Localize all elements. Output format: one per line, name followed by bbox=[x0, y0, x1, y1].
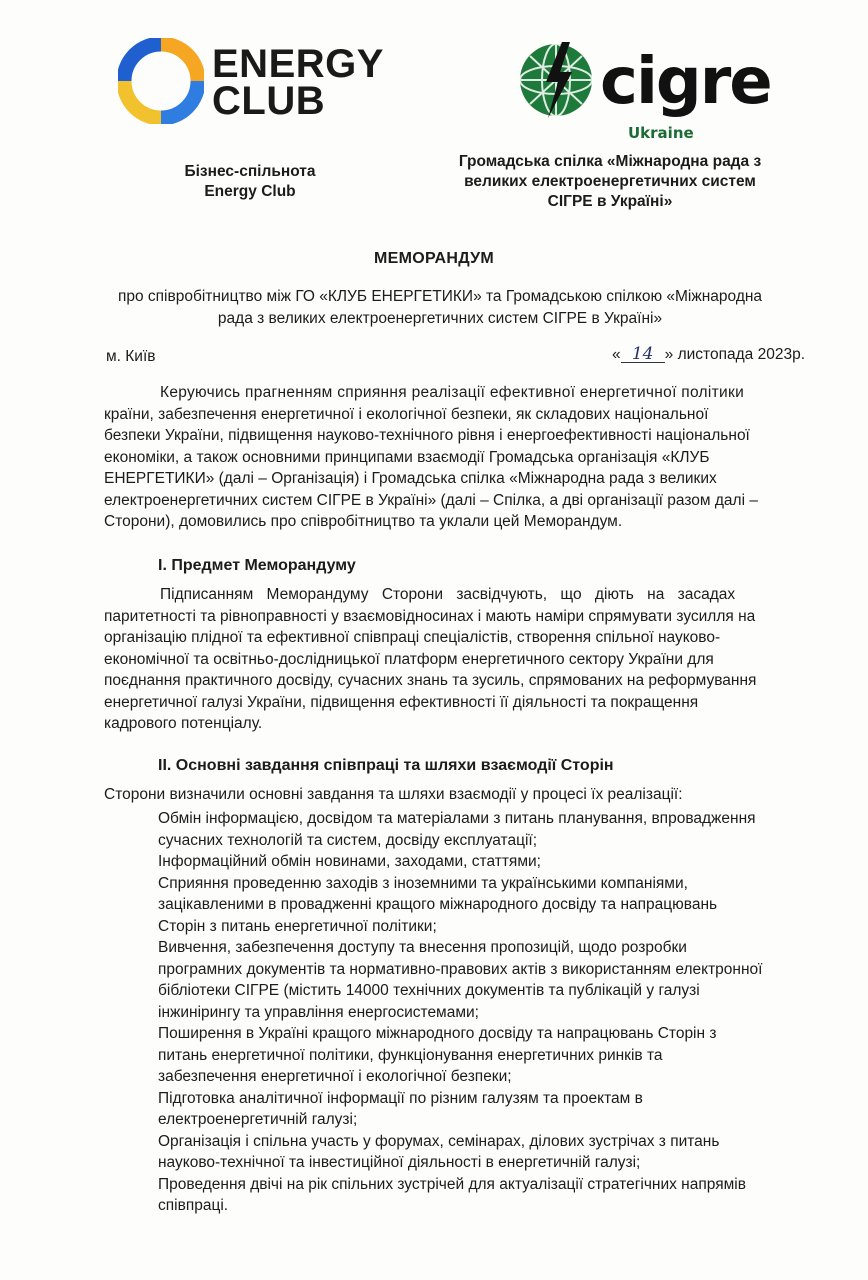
preamble-line: економіки, а також основними принципами взаємодії Громадська організація «КЛУБ bbox=[104, 448, 710, 466]
section-1-line: економічної та освітньо-дослідницької платформ енергетичного сектору України для bbox=[104, 650, 714, 668]
section-1-heading: І. Предмет Меморандуму bbox=[158, 557, 356, 574]
preamble-line: безпеки України, підвищення науково-технічного рівня і енергоефективності національної bbox=[104, 427, 750, 444]
section-1-line: кадрового потенціалу. bbox=[104, 715, 263, 732]
energy-club-line1: ENERGY bbox=[212, 42, 384, 86]
section-2-heading: ІІ. Основні завдання співпраці та шляхи взаємодії Сторін bbox=[158, 757, 614, 774]
section-1-line: паритетності та рівноправності у взаємовідносинах і мають наміри спрямувати зусилля на bbox=[104, 607, 756, 625]
globe-lightning-icon bbox=[516, 40, 596, 120]
section-1-line: Підписанням Меморандуму Сторони засвідчують, що діють на засадах bbox=[160, 586, 736, 603]
cigre-wordmark: cigre bbox=[600, 45, 771, 119]
section-1-line: енергетичної галузі України, підвищення ефективності її діяльності та покращення bbox=[104, 693, 699, 711]
date-day-handwritten: 14 bbox=[621, 346, 665, 363]
subtitle-line: рада з великих електроенергетичних систем СІГРЕ в Україні» bbox=[217, 310, 663, 327]
energy-club-logo bbox=[118, 38, 388, 124]
list-item: Обмін інформацією, досвідом та матеріалами з питань планування, впровадження сучасних технологій та систем, досвіду експлуатації; bbox=[158, 810, 756, 849]
party-left bbox=[150, 162, 350, 202]
preamble-line: Керуючись прагненням сприяння реалізації ефективної енергетичної політики bbox=[160, 384, 745, 401]
preamble-line: електроенергетичних систем СІГРЕ в Україні» (далі – Спілка, а дві організації разом далі – bbox=[104, 491, 758, 509]
cigre-subtitle: Ukraine bbox=[628, 124, 694, 142]
preamble-line: країни, забезпечення енергетичної і екологічної безпеки, як складових національної bbox=[104, 405, 709, 423]
list-item: Інформаційний обмін новинами, заходами, статтями; bbox=[158, 853, 541, 870]
list-item: Проведення двічі на рік спільних зустрічей для актуалізації стратегічних напрямів співпраці. bbox=[158, 1175, 746, 1214]
party-right-line: Громадська спілка «Міжнародна рада з bbox=[458, 153, 762, 170]
list-item: Організація і спільна участь у форумах, семінарах, ділових зустрічах з питань науково-технічної та інвестиційної діяльності в енергетичній галузі; bbox=[158, 1132, 720, 1171]
cigre-logo bbox=[516, 40, 771, 144]
list-item: Поширення в Україні кращого міжнародного досвіду та напрацювань Сторін з питань енергетичної політики, функціонування енергетичних ринків та забезпечення енергетичної і екологічної безпеки; bbox=[158, 1025, 717, 1085]
party-right bbox=[430, 152, 790, 212]
section-2-intro: Сторони визначили основні завдання та шляхи взаємодії у процесі їх реалізації: bbox=[104, 786, 683, 803]
list-item: Сприяння проведенню заходів з іноземними та українськими компаніями, зацікавленими в провадженні кращого міжнародного досвіду та напрацювань Сторін з питань енергетичної політики; bbox=[158, 874, 718, 935]
date-open-quote: « bbox=[612, 346, 621, 363]
preamble-line: Сторони), домовились про співробітництво та уклали цей Меморандум. bbox=[104, 513, 623, 530]
energy-club-ring-icon bbox=[118, 38, 204, 124]
date-close-quote: » bbox=[664, 346, 674, 363]
tasks-list bbox=[158, 808, 818, 1217]
list-item: Підготовка аналітичної інформації по різним галузям та проектам в електроенергетичній галузі; bbox=[158, 1089, 643, 1128]
party-left-line: Energy Club bbox=[204, 183, 296, 200]
preamble-line: ЕНЕРГЕТИКИ» (далі – Організація) і Громадська спілка «Міжнародна рада з великих bbox=[104, 470, 717, 487]
place: м. Київ bbox=[106, 348, 156, 365]
subtitle-line: про співробітництво між ГО «КЛУБ ЕНЕРГЕТИКИ» та Громадською спілкою «Міжнародна bbox=[117, 288, 763, 305]
party-right-line: СІГРЕ в Україні» bbox=[547, 193, 673, 210]
section-1-line: поєднання практичного досвіду, сучасних знань та зусиль, спрямованих на реформування bbox=[104, 672, 757, 689]
date bbox=[612, 346, 805, 364]
date-rest: листопада 2023р. bbox=[673, 346, 805, 363]
section-1-line: організацію плідної та ефективної співпраці спеціалістів, створення спільної науково- bbox=[104, 629, 721, 646]
party-left-line: Бізнес-спільнота bbox=[184, 163, 316, 180]
party-right-line: великих електроенергетичних систем bbox=[464, 173, 756, 190]
section-1-body bbox=[104, 584, 820, 735]
preamble bbox=[104, 382, 820, 533]
list-item: Вивчення, забезпечення доступу та внесення пропозицій, щодо розробки програмних документів та нормативно-правових актів з використанням електронної бібліотеки СІГРЕ (містить 14000 технічних документів та публікацій у галузі інжинірингу та управління енергосистемами; bbox=[158, 939, 763, 1021]
energy-club-line2: CLUB bbox=[212, 79, 326, 123]
document-title: МЕМОРАНДУМ bbox=[373, 250, 495, 267]
document-subtitle bbox=[60, 286, 820, 330]
